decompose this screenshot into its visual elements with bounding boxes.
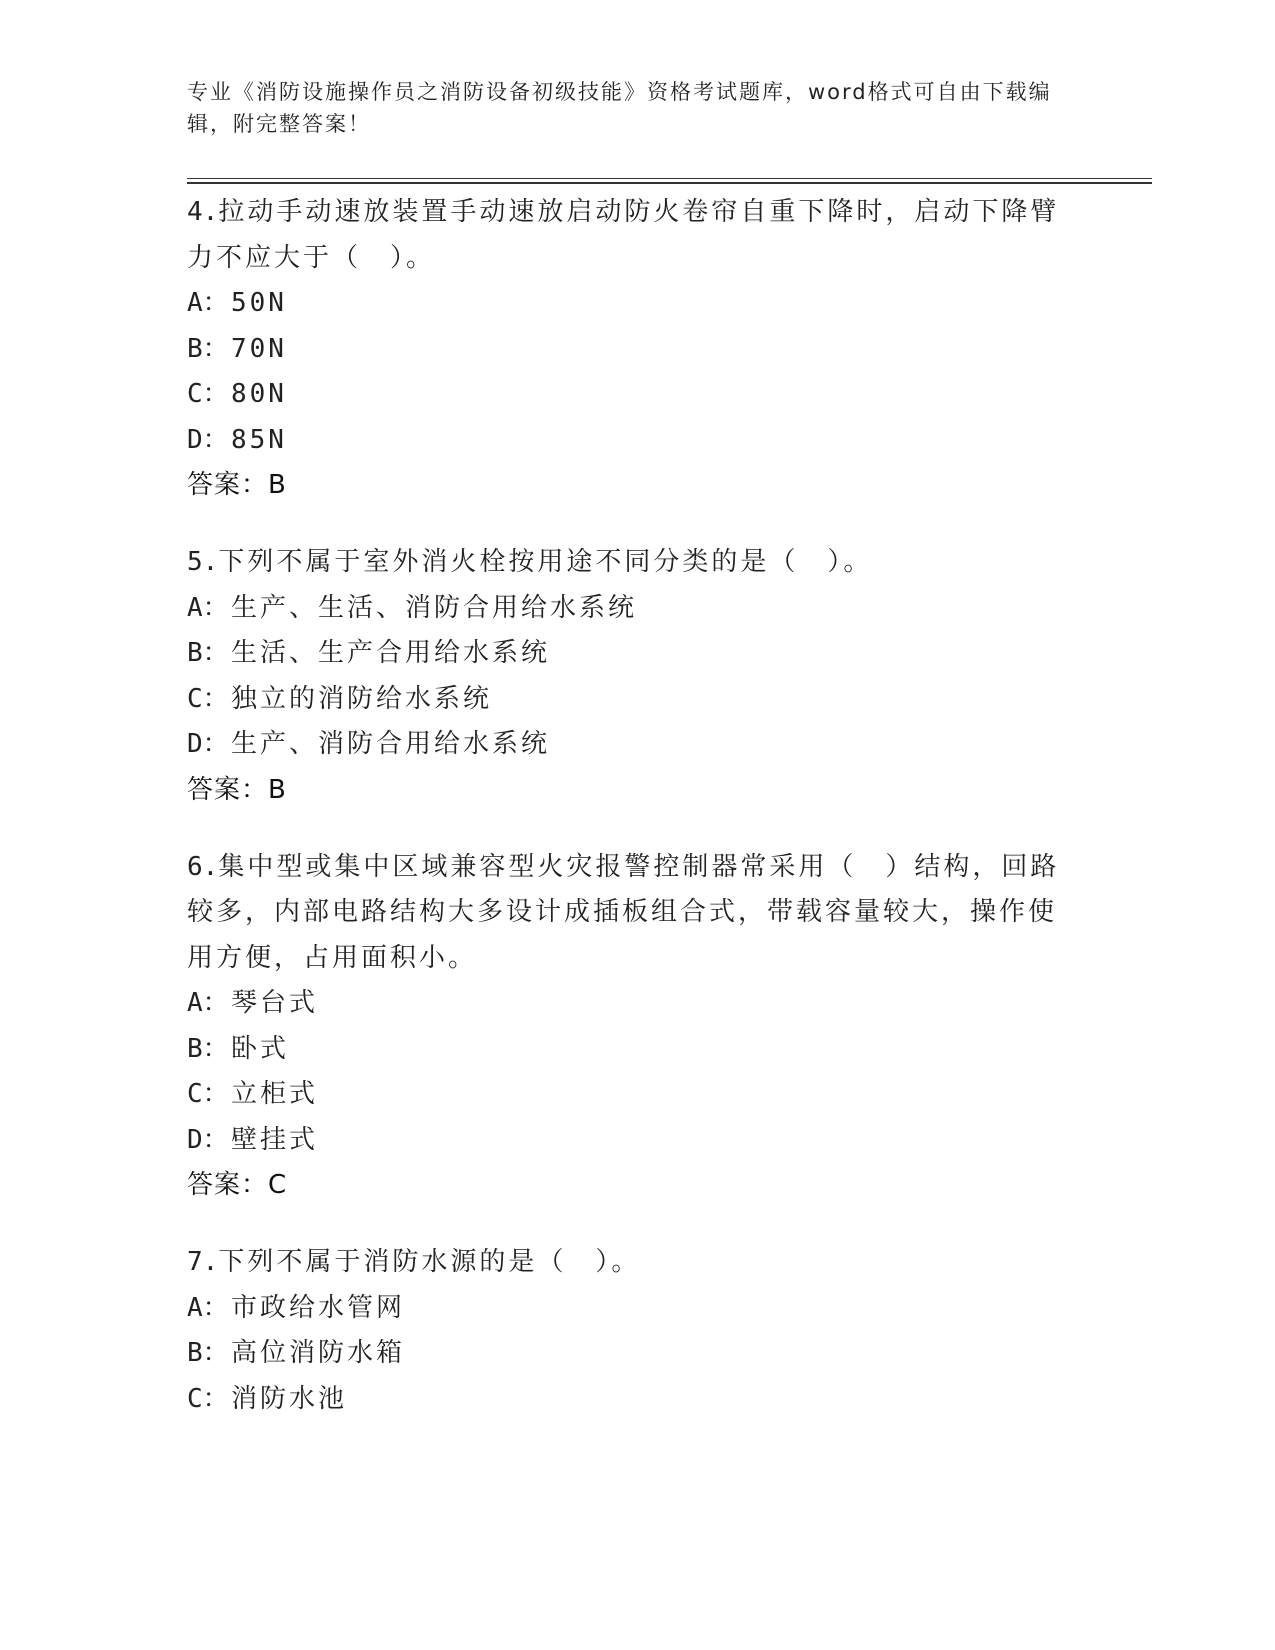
question-text [187,190,1067,281]
option-letter: C： [187,379,229,409]
option-b [187,1331,1067,1377]
option-b [187,1027,1067,1073]
option-d [187,1118,1067,1164]
option-a [187,586,1067,632]
option-letter: B： [187,333,229,364]
question-item [187,1240,1067,1422]
question-number: 6. [187,851,219,882]
question-text [187,1240,1067,1286]
question-stem: 拉动手动速放装置手动速放启动防火卷帘自重下降时，启动下降臂力不应大于（ ）。 [187,197,1060,273]
question-stem: 下列不属于消防水源的是（ ）。 [218,1247,641,1277]
option-text: 70N [231,333,287,364]
option-text: 卧式 [231,1033,290,1064]
question-number: 7. [187,1247,219,1277]
option-letter: B： [187,1033,229,1064]
option-letter: C： [187,683,229,714]
answer-line: 答案：C [187,1170,288,1200]
header-divider-thick [187,182,1152,184]
option-letter: B： [187,638,229,668]
answer-line: 答案：B [187,774,287,805]
option-a [187,981,1067,1027]
option-letter: D： [187,729,229,759]
question-text [187,845,1067,982]
option-letter: A： [187,288,229,318]
option-letter: D： [187,1124,229,1155]
option-text: 50N [231,288,287,318]
question-item [187,540,1067,813]
option-text: 消防水池 [231,1383,348,1414]
option-text: 市政给水管网 [231,1292,406,1323]
option-b [187,631,1067,677]
option-text: 琴台式 [231,988,319,1018]
option-b [187,327,1067,373]
document-header [187,76,1067,140]
option-c [187,677,1067,723]
question-list [187,190,1067,1454]
option-letter: B： [187,1338,229,1368]
question-number: 5. [187,547,219,577]
option-text: 高位消防水箱 [231,1338,406,1368]
option-letter: A： [187,1292,229,1323]
option-d [187,722,1067,768]
answer-line: 答案：B [187,470,287,500]
question-text [187,540,1067,586]
question-stem: 集中型或集中区域兼容型火灾报警控制器常采用（ ）结构，回路较多，内部电路结构大多设计成插板组合式，带载容量较大，操作使用方便，占用面积小。 [187,851,1060,973]
option-letter: A： [187,592,229,623]
question-item [187,845,1067,1209]
option-letter: C： [187,1383,229,1414]
option-text: 生活、生产合用给水系统 [231,638,551,668]
option-text: 80N [231,379,287,409]
question-stem: 下列不属于室外消火栓按用途不同分类的是（ ）。 [218,547,873,577]
option-c [187,1072,1067,1118]
option-text: 生产、消防合用给水系统 [231,729,551,759]
option-a [187,281,1067,327]
option-a [187,1286,1067,1332]
option-text: 生产、生活、消防合用给水系统 [231,592,638,623]
question-item [187,190,1067,508]
option-letter: D： [187,424,229,455]
header-text: 专业《消防设施操作员之消防设备初级技能》资格考试题库，word格式可自由下载编辑，附完整答案！ [187,80,1052,136]
option-text: 壁挂式 [231,1124,319,1155]
option-text: 85N [231,424,287,455]
question-number: 4. [187,197,219,227]
header-divider-thin [187,178,1152,179]
option-d [187,418,1067,464]
option-text: 立柜式 [231,1079,319,1109]
option-letter: A： [187,988,229,1018]
option-letter: C： [187,1079,229,1109]
option-c [187,1377,1067,1423]
option-text: 独立的消防给水系统 [231,683,493,714]
option-c [187,372,1067,418]
